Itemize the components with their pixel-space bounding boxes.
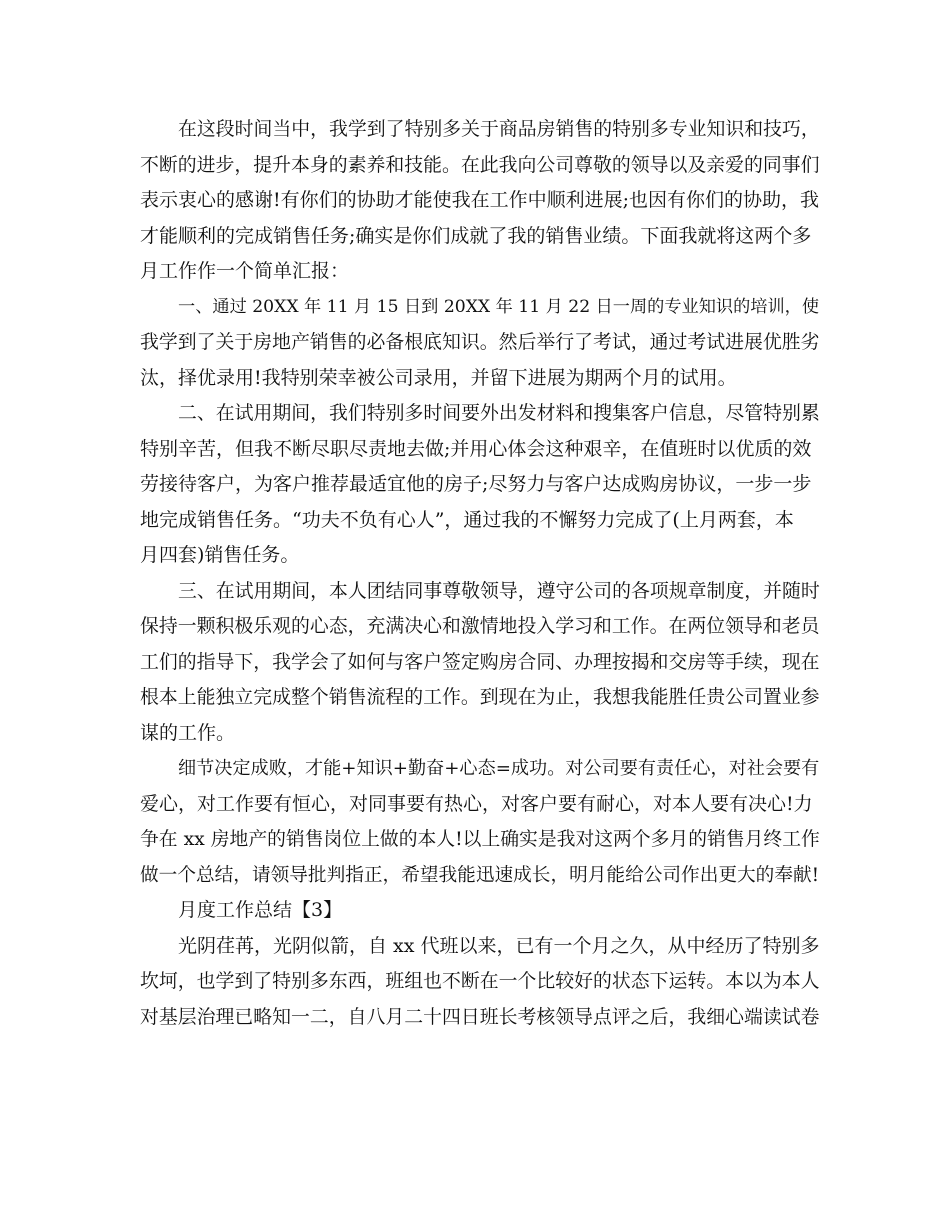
text-line: 根本上能独立完成整个销售流程的工作。到现在为止，我想我能胜任贵公司置业参 [140, 686, 820, 708]
text-line: 爱心，对工作要有恒心，对同事要有热心，对客户要有耐心，对本人要有决心!力 [140, 792, 813, 815]
text-line: 争在 xx 房地产的销售岗位上做的本人!以上确实是我对这两个多月的销售月终工作 [140, 829, 820, 850]
document-body [140, 112, 820, 1035]
text-line: 地完成销售任务。“功夫不负有心人”，通过我的不懈努力完成了(上月两套，本 [140, 508, 794, 531]
text-line: 工们的指导下，我学会了如何与客户签定购房合同、办理按揭和交房等手续，现在 [140, 650, 820, 673]
text-line: 在这段时间当中，我学到了特别多关于商品房销售的特别多专业知识和技巧， [178, 118, 820, 140]
text-line: 不断的进步，提升本身的素养和技能。在此我向公司尊敬的领导以及亲爱的同事们 [140, 153, 820, 176]
text-line: 三、在试用期间，本人团结同事尊敬领导，遵守公司的各项规章制度，并随时 [178, 579, 820, 602]
text-line: 光阴荏苒，光阴似箭，自 xx 代班以来，已有一个月之久，从中经历了特别多 [178, 934, 820, 957]
text-line: 劳接待客户，为客户推荐最适宜他的房子;尽努力与客户达成购房协议，一步一步 [140, 473, 812, 495]
text-line: 月度工作总结【3】 [178, 899, 343, 921]
text-line: 对基层治理已略知一二，自八月二十四日班长考核领导点评之后，我细心端读试卷 [140, 1005, 820, 1028]
text-line: 谋的工作。 [140, 721, 236, 744]
text-line: 表示衷心的感谢!有你们的协助才能使我在工作中顺利进展;也因有你们的协助，我 [140, 189, 820, 211]
text-line: 坎坷，也学到了特别多东西，班组也不断在一个比较好的状态下运转。本以为本人 [140, 970, 820, 992]
text-line: 才能顺利的完成销售任务;确实是你们成就了我的销售业绩。下面我就将这两个多 [140, 224, 812, 247]
text-line: 细节决定成败，才能+知识+勤奋+心态=成功。对公司要有责任心，对社会要有 [178, 758, 820, 779]
text-line: 月工作作一个简单汇报： [140, 260, 350, 282]
text-line: 我学到了关于房地产销售的必备根底知识。然后举行了考试，通过考试进展优胜劣 [140, 331, 820, 353]
text-line: 保持一颗积极乐观的心态，充满决心和激情地投入学习和工作。在两位领导和老员 [140, 615, 820, 637]
text-line: 月四套)销售任务。 [140, 544, 300, 566]
text-line: 一、通过 20XX 年 11 月 15 日到 20XX 年 11 月 22 日一周的专业知识的培训，使 [178, 296, 820, 317]
text-line: 做一个总结，请领导批判指正，希望我能迅速成长，明月能给公司作出更大的奉献! [140, 864, 820, 886]
text-line: 二、在试用期间，我们特别多时间要外出发材料和搜集客户信息，尽管特别累 [178, 402, 820, 424]
text-line: 特别辛苦，但我不断尽职尽责地去做;并用心体会这种艰辛，在值班时以优质的效 [140, 437, 812, 460]
text-line: 汰，择优录用!我特别荣幸被公司录用，并留下进展为期两个月的试用。 [140, 366, 737, 389]
